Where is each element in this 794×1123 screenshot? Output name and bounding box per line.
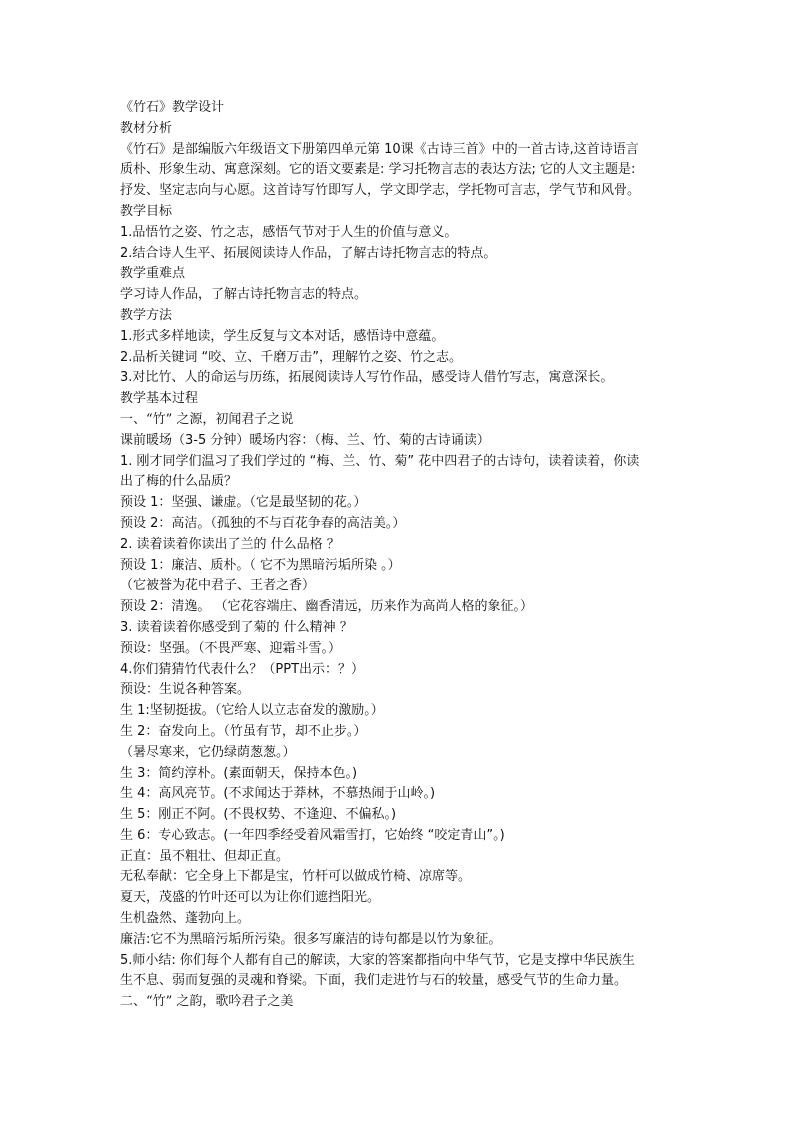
paragraph-line: 预设 2：清逸。 （它花容端庄、幽香清远，历来作为高尚人格的象征。） — [120, 599, 534, 615]
paragraph-line: 生 2：奋发向上。（竹虽有节，却不止步。） — [120, 723, 367, 739]
paragraph-line: 生 1:坚韧挺拔。（它给人以立志奋发的激励。） — [120, 703, 384, 719]
paragraph-line: 生机盎然、蓬勃向上。 — [120, 911, 251, 927]
paragraph-line: 抒发、坚定志向与心愿。这首诗写竹即写人，学文即学志，学托物可言志，学气节和风骨。 — [120, 183, 641, 199]
paragraph-line: 3. 读着读着你感受到了菊的 什么精神 ？ — [120, 619, 353, 635]
paragraph-line: 4.你们猜猜竹代表什么？（PPT出示：？） — [120, 661, 365, 677]
paragraph-line: 出了梅的什么品质？ — [120, 474, 238, 490]
document-title: 《竹石》教学设计 — [120, 100, 225, 115]
section-heading: 教材分析 — [120, 120, 173, 136]
paragraph-line: 预设：坚强。（不畏严寒、迎霜斗雪。） — [120, 640, 342, 656]
document-page — [120, 98, 690, 1013]
list-item: 2.品析关键词 “咬、立、千磨万击”，理解竹之姿、竹之志。 — [120, 349, 463, 365]
paragraph-line: （暑尽寒来，它仍绿荫葱葱。） — [120, 744, 296, 760]
subsection-heading: 二、“竹” 之韵，歌吟君子之美 — [120, 994, 294, 1010]
paragraph-line: 1. 刚才同学们温习了我们学过的 “梅、兰、竹、菊” 花中四君子的古诗句，读着读着，你读 — [120, 453, 640, 469]
paragraph-line: 《竹石》是部编版六年级语文下册第四单元第 10课《古诗三首》中的一首古诗,这首诗语言 — [120, 141, 639, 157]
section-heading: 教学方法 — [120, 307, 173, 323]
list-item: 1.形式多样地读，学生反复与文本对话，感悟诗中意蕴。 — [120, 328, 445, 344]
paragraph-line: 生 5：刚正不阿。(不畏权势、不逢迎、不偏私。) — [120, 807, 397, 823]
paragraph-line: 课前暖场（3-5 分钟）暖场内容：（梅、兰、竹、菊的古诗诵读） — [120, 432, 490, 448]
paragraph-line: 生 4：高风亮节。(不求闻达于莽林，不慕热闹于山岭。) — [120, 786, 436, 802]
paragraph-line: 质朴、形象生动、寓意深刻。它的语文要素是: 学习托物言志的表达方法; 它的人文主题是: — [120, 162, 636, 178]
paragraph-line: 预设 1：坚强、谦虚。（它是最坚韧的花。） — [120, 495, 367, 511]
paragraph-line: 预设：生说各种答案。 — [120, 682, 251, 698]
section-heading: 教学基本过程 — [120, 391, 199, 407]
section-heading: 教学重难点 — [120, 266, 186, 282]
paragraph-line: 5.师小结: 你们每个人都有自己的解读，大家的答案都指向中华气节，它是支撑中华民族生 — [120, 952, 635, 968]
section-heading: 教学目标 — [120, 203, 173, 219]
paragraph-line: 学习诗人作品，了解古诗托物言志的特点。 — [120, 287, 368, 303]
paragraph-line: 无私奉献：它全身上下都是宝，竹杆可以做成竹椅、凉席等。 — [120, 869, 472, 885]
paragraph-line: 廉洁:它不为黑暗污垢所污染。很多写廉洁的诗句都是以竹为象征。 — [120, 931, 502, 947]
list-item: 1.品悟竹之姿、竹之志，感悟气节对于人生的价值与意义。 — [120, 224, 458, 240]
paragraph-line: （它被誉为花中君子、王者之香） — [120, 578, 316, 594]
subsection-heading: 一、“竹” 之源，初闻君子之说 — [120, 411, 294, 427]
paragraph-line: 预设 2：高洁。（孤独的不与百花争春的高洁美。） — [120, 515, 406, 531]
paragraph-line: 正直：虽不粗壮、但却正直。 — [120, 848, 290, 864]
list-item: 3.对比竹、人的命运与历练，拓展阅读诗人写竹作品，感受诗人借竹写志，寓意深长。 — [120, 370, 614, 386]
paragraph-line: 预设 1：廉洁、质朴。（ 它不为黑暗污垢所染 。） — [120, 557, 401, 573]
paragraph-line: 生 3：简约淳朴。(素面朝天，保持本色。) — [120, 765, 358, 781]
paragraph-line: 2. 读着读着你读出了兰的 什么品格 ？ — [120, 536, 340, 552]
paragraph-line: 生 6：专心致志。(一年四季经受着风霜雪打，它始终 “咬定青山”。) — [120, 827, 505, 843]
list-item: 2.结合诗人生平、拓展阅读诗人作品，了解古诗托物言志的特点。 — [120, 245, 497, 261]
paragraph-line: 生不息、弱而复强的灵魂和脊梁。下面，我们走进竹与石的较量，感受气节的生命力量。 — [120, 973, 628, 989]
paragraph-line: 夏天，茂盛的竹叶还可以为让你们遮挡阳光。 — [120, 890, 381, 906]
